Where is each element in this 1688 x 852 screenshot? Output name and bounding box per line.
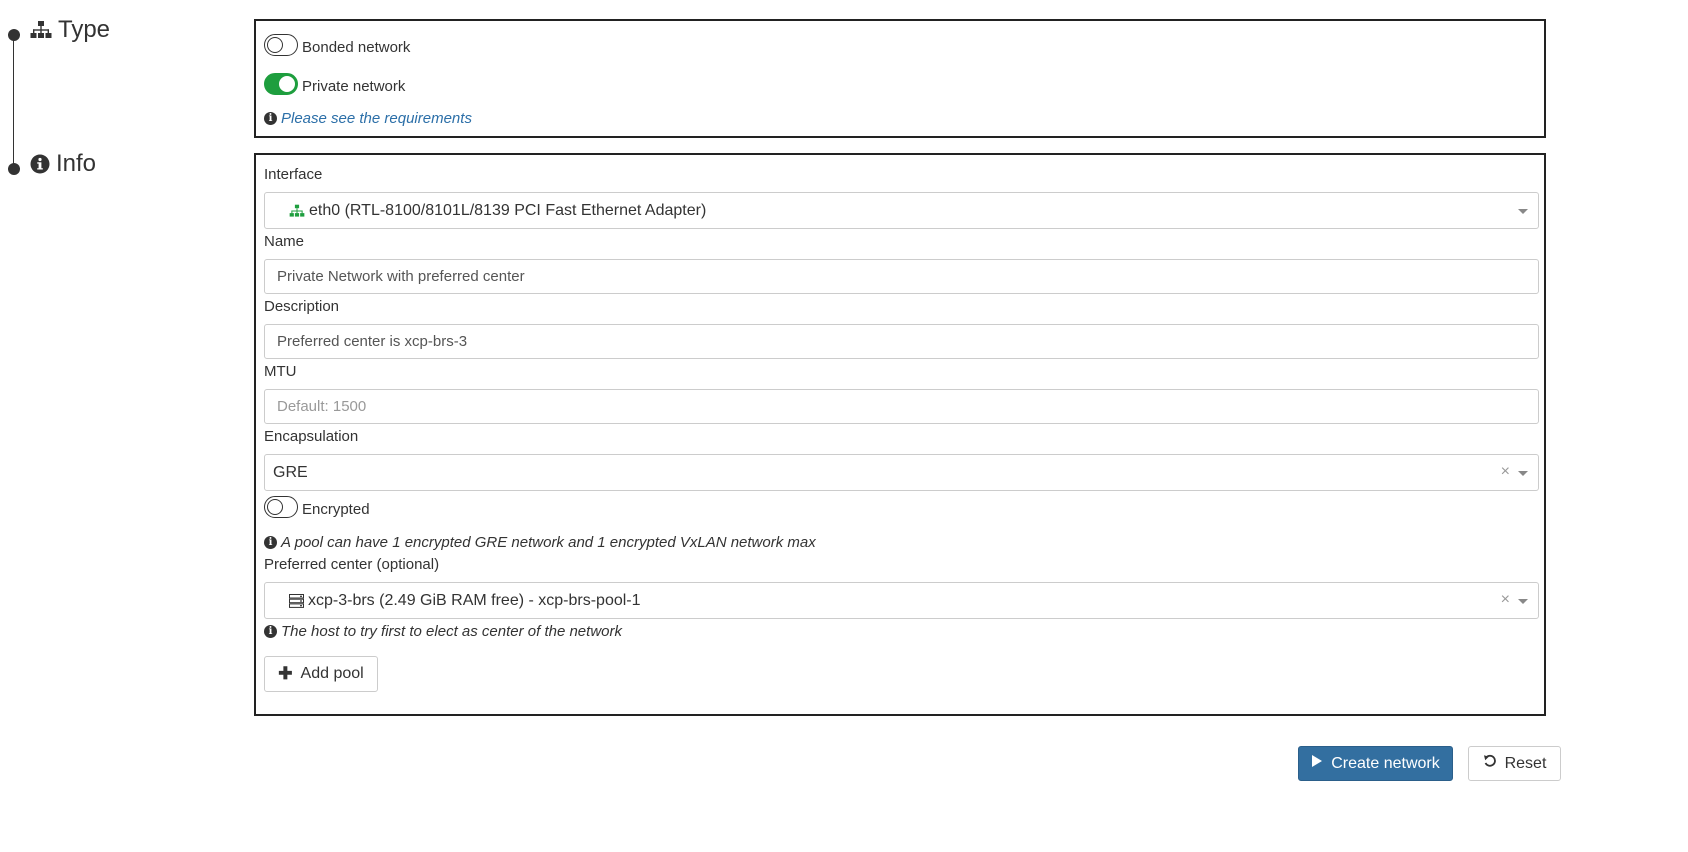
name-value: Private Network with preferred center [277, 268, 525, 285]
info-circle-icon: i [264, 112, 277, 125]
clear-icon[interactable]: × [1500, 463, 1510, 480]
timeline-dot-type [8, 29, 20, 41]
add-pool-label: Add pool [300, 665, 364, 682]
bonded-network-toggle-row [264, 34, 410, 56]
encrypted-label: Encrypted [302, 501, 370, 518]
requirements-link[interactable] [264, 110, 472, 127]
description-label: Description [264, 298, 340, 315]
info-circle-icon: i [264, 536, 277, 549]
preferred-center-note-text: The host to try first to elect as center of the network [281, 623, 622, 640]
preferred-center-note [264, 623, 622, 640]
server-icon [289, 594, 304, 608]
description-input[interactable] [264, 324, 1539, 359]
chevron-down-icon[interactable] [1518, 599, 1528, 604]
network-icon [30, 20, 52, 40]
encrypted-toggle[interactable] [264, 496, 298, 518]
step-type-label: Type [58, 16, 111, 43]
mtu-placeholder: Default: 1500 [277, 398, 367, 415]
timeline-dot-info [8, 163, 20, 175]
private-network-toggle[interactable] [264, 73, 298, 95]
encryption-note-text: A pool can have 1 encrypted GRE network and 1 encrypted VxLAN network max [281, 534, 816, 551]
undo-icon [1483, 754, 1497, 773]
create-network-label: Create network [1331, 754, 1440, 772]
clear-icon[interactable]: × [1500, 591, 1510, 608]
reset-button[interactable] [1468, 746, 1561, 781]
private-network-label: Private network [302, 78, 406, 95]
encryption-note [264, 534, 816, 551]
step-info [30, 150, 96, 178]
bonded-network-toggle[interactable] [264, 34, 298, 56]
type-panel [254, 19, 1546, 138]
interface-value: eth0 (RTL-8100/8101L/8139 PCI Fast Ethernet Adapter) [309, 201, 707, 219]
chevron-down-icon[interactable] [1518, 209, 1528, 214]
encapsulation-value: GRE [273, 463, 308, 481]
description-value: Preferred center is xcp-brs-3 [277, 333, 468, 350]
interface-label: Interface [264, 166, 323, 183]
preferred-center-value: xcp-3-brs (2.49 GiB RAM free) - xcp-brs-pool-1 [308, 591, 641, 609]
info-icon [30, 154, 50, 174]
encapsulation-label: Encapsulation [264, 428, 359, 445]
encrypted-toggle-row [264, 496, 370, 518]
private-network-toggle-row [264, 73, 405, 95]
mtu-label: MTU [264, 363, 297, 380]
add-pool-button[interactable] [264, 656, 378, 692]
preferred-center-label: Preferred center (optional) [264, 556, 440, 573]
reset-label: Reset [1504, 754, 1547, 772]
plus-icon: ✚ [278, 664, 293, 683]
network-icon [289, 204, 305, 218]
play-icon [1311, 754, 1323, 773]
step-type [30, 16, 110, 44]
info-circle-icon: i [264, 625, 277, 638]
wizard-timeline-line [13, 36, 14, 170]
info-panel [254, 153, 1546, 716]
bonded-network-label: Bonded network [302, 39, 411, 56]
chevron-down-icon[interactable] [1518, 471, 1528, 476]
requirements-link-text[interactable]: Please see the requirements [281, 110, 472, 127]
mtu-input[interactable] [264, 389, 1539, 424]
name-input[interactable] [264, 259, 1539, 294]
encapsulation-select[interactable] [264, 454, 1539, 491]
interface-select[interactable] [264, 192, 1539, 229]
step-info-label: Info [56, 150, 97, 177]
create-network-button[interactable] [1298, 746, 1453, 781]
name-label: Name [264, 233, 305, 250]
preferred-center-select[interactable] [264, 582, 1539, 619]
